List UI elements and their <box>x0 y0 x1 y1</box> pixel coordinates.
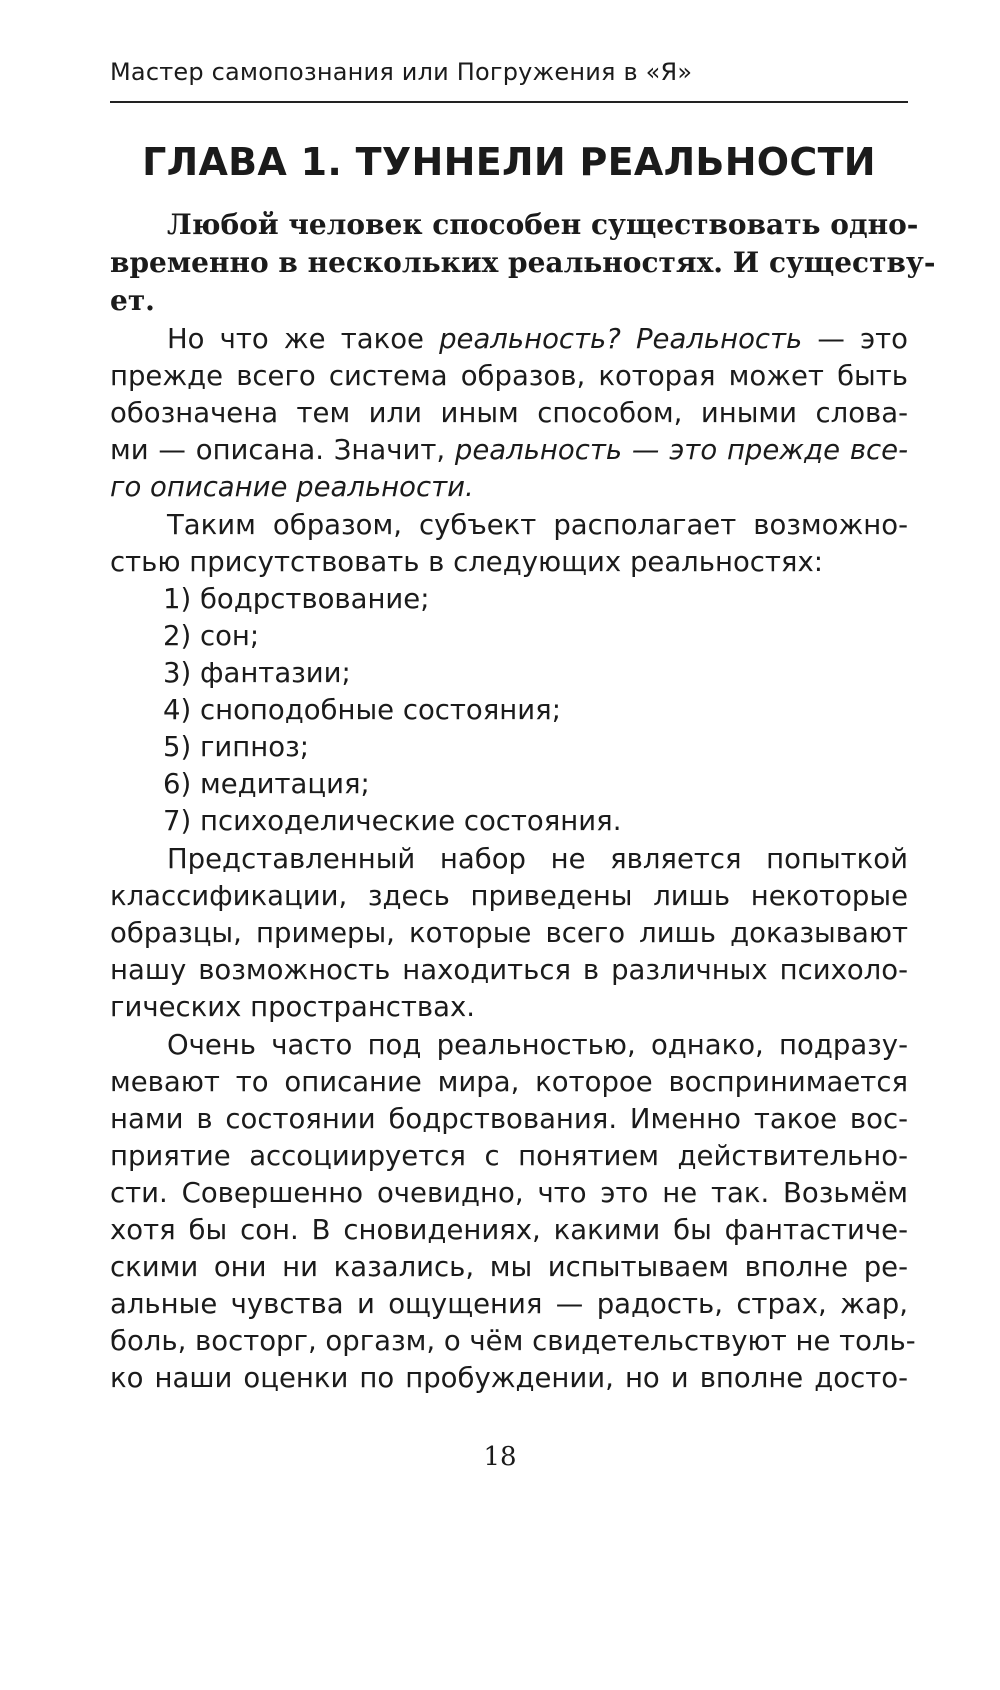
list-item: 4) сноподобные состояния; <box>163 694 561 726</box>
para3-line-4: нашу возможность находиться в различных психоло- <box>110 954 908 986</box>
para1-line-4 <box>110 431 908 469</box>
para1-line-2: прежде всего система образов, которая может быть <box>110 360 908 392</box>
list-item: 2) сон; <box>163 620 260 652</box>
para1-line-1 <box>110 320 908 358</box>
para2-line-2: стью присутствовать в следующих реальностях: <box>110 546 823 578</box>
para4-line-9: боль, восторг, оргазм, о чём свидетельствуют не толь- <box>110 1325 916 1357</box>
running-header: Мастер самопознания или Погружения в «Я» <box>110 58 693 86</box>
para4-line-8: альные чувства и ощущения — радость, страх, жар, <box>110 1288 908 1320</box>
para4-line-3: нами в состоянии бодрствования. Именно такое вос- <box>110 1103 908 1135</box>
para4-line-7: скими они ни казались, мы испытываем вполне ре- <box>110 1251 908 1283</box>
list-item: 5) гипноз; <box>163 731 309 763</box>
header-rule <box>110 101 908 103</box>
para3-line-1: Представленный набор не является попыткой <box>167 843 908 875</box>
list-item: 7) психоделические состояния. <box>163 805 622 837</box>
list-item: 3) фантазии; <box>163 657 351 689</box>
para1-text: Но что же такое <box>167 323 440 355</box>
lead-line-2: временно в нескольких реальностях. И существу- <box>110 246 936 279</box>
para4-line-10: ко наши оценки по пробуждении, но и вполне досто- <box>110 1362 908 1394</box>
para4-line-1: Очень часто под реальностью, однако, подразу- <box>167 1029 908 1061</box>
para1-text: ми — описана. Значит, <box>110 434 455 466</box>
list-item: 6) медитация; <box>163 768 370 800</box>
para4-line-5: сти. Совершенно очевидно, что это не так. Возьмём <box>110 1177 908 1209</box>
para3-line-2: классификации, здесь приведены лишь некоторые <box>110 880 908 912</box>
para3-line-3: образцы, примеры, которые всего лишь доказывают <box>110 917 908 949</box>
para1-italic: реальность? Реальность <box>439 323 803 355</box>
para1-line-3: обозначена тем или иным способом, иными слова- <box>110 397 908 429</box>
para1-line-5: го описание реальности. <box>110 471 474 503</box>
lead-line-1: Любой человек способен существовать одно- <box>167 208 919 241</box>
para4-line-4: приятие ассоциируется с понятием действительно- <box>110 1140 908 1172</box>
para3-line-5: гических пространствах. <box>110 991 476 1023</box>
chapter-title: ГЛАВА 1. ТУННЕЛИ РЕАЛЬНОСТИ <box>142 140 876 184</box>
page-number: 18 <box>483 1442 517 1472</box>
lead-line-3: ет. <box>110 284 155 317</box>
list-item: 1) бодрствование; <box>163 583 430 615</box>
para4-line-2: мевают то описание мира, которое воспринимается <box>110 1066 908 1098</box>
para1-text: — это <box>802 323 909 355</box>
para1-italic: реальность — это прежде все- <box>454 434 908 466</box>
para2-line-1: Таким образом, субъект располагает возможно- <box>167 509 908 541</box>
para4-line-6: хотя бы сон. В сновидениях, какими бы фантастиче- <box>110 1214 908 1246</box>
